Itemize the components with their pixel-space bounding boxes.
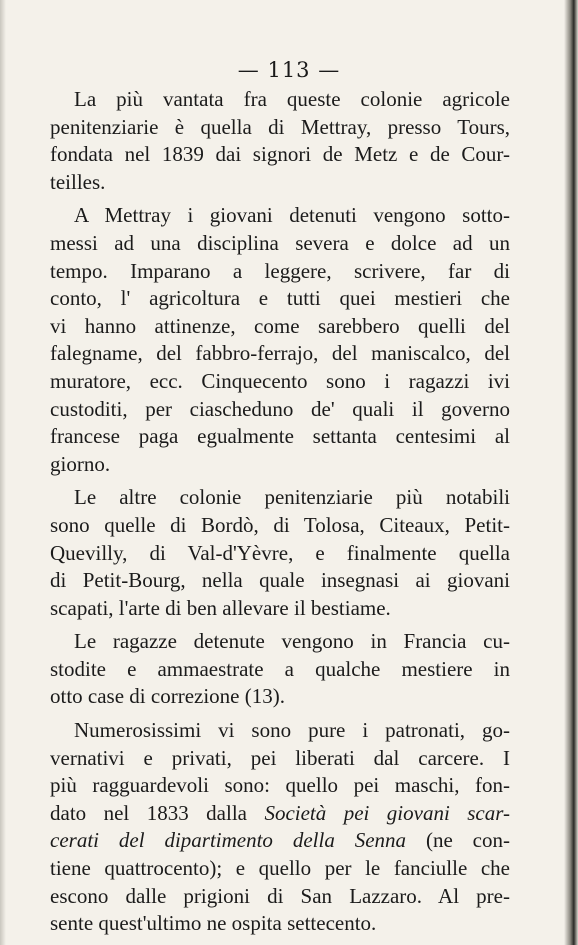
text-line: scapati, l'arte di ben allevare il bestiame. xyxy=(50,595,391,620)
text-line: Le altre colonie penitenziarie più notabili xyxy=(74,485,510,510)
text-line: vi hanno attinenze, come sarebbero quelli del xyxy=(50,313,510,338)
italic-society-name: cerati del dipartimento della Senna xyxy=(50,828,407,853)
body-text xyxy=(50,86,510,938)
text-line: tiene quattrocento); e quello per le fanciulle che xyxy=(50,856,510,881)
text-line xyxy=(50,827,510,855)
text-line: conto, l' agricoltura e tutti quei mestieri che xyxy=(50,286,510,311)
text-line: tempo. Imparano a leggere, scrivere, far di xyxy=(50,258,510,283)
text-line: muratore, ecc. Cinquecento sono i ragazzi ivi xyxy=(50,368,510,393)
scan-edge-left xyxy=(0,0,6,945)
text-line: custoditi, per ciascheduno de' quali il governo xyxy=(50,396,510,421)
italic-society-name: Società pei giovani scar- xyxy=(264,800,510,825)
text-line: penitenziarie è quella di Mettray, presso Tours, xyxy=(50,114,510,139)
text-line: falegname, del fabbro-ferrajo, del maniscalco, del xyxy=(50,341,510,366)
text-line: sono quelle di Bordò, di Tolosa, Citeaux, Petit- xyxy=(50,512,510,537)
paragraph-1 xyxy=(50,86,510,196)
text-line: teilles. xyxy=(50,169,106,194)
text-line: Quevilly, di Val-d'Yèvre, e finalmente quella xyxy=(50,540,510,565)
text-line: vernativi e privati, pei liberati dal carcere. I xyxy=(50,745,510,770)
text-line xyxy=(50,800,510,828)
text-line: otto case di correzione (13). xyxy=(50,684,285,709)
text-run: (ne con- xyxy=(406,828,510,853)
scan-edge-right xyxy=(564,0,578,945)
text-line: di Petit-Bourg, nella quale insegnasi ai giovani xyxy=(50,568,510,593)
page-number: — 113 — xyxy=(237,58,341,82)
paragraph-4 xyxy=(50,628,510,711)
text-line: Le ragazze detenute vengono in Francia cu- xyxy=(74,629,510,654)
text-line: stodite e ammaestrate a qualche mestiere in xyxy=(50,656,510,681)
paragraph-3 xyxy=(50,484,510,622)
text-line: più ragguardevoli sono: quello pei maschi, fon- xyxy=(50,773,510,798)
text-line: giorno. xyxy=(50,451,111,476)
text-line: messi ad una disciplina severa e dolce ad un xyxy=(50,230,510,255)
text-line: escono dalle prigioni di San Lazzaro. Al pre- xyxy=(50,883,510,908)
paragraph-2 xyxy=(50,202,510,478)
text-run: dato nel 1833 dalla xyxy=(50,800,265,825)
text-line: Numerosissimi vi sono pure i patronati, go- xyxy=(74,718,510,743)
text-line: A Mettray i giovani detenuti vengono sotto- xyxy=(74,203,510,228)
paragraph-5 xyxy=(50,717,510,938)
text-line: La più vantata fra queste colonie agricole xyxy=(74,87,510,111)
text-line: francese paga egualmente settanta centesimi al xyxy=(50,424,510,449)
text-line: sente quest'ultimo ne ospita settecento. xyxy=(50,911,377,936)
text-line: fondata nel 1839 dai signori de Metz e de Cour- xyxy=(50,142,510,167)
